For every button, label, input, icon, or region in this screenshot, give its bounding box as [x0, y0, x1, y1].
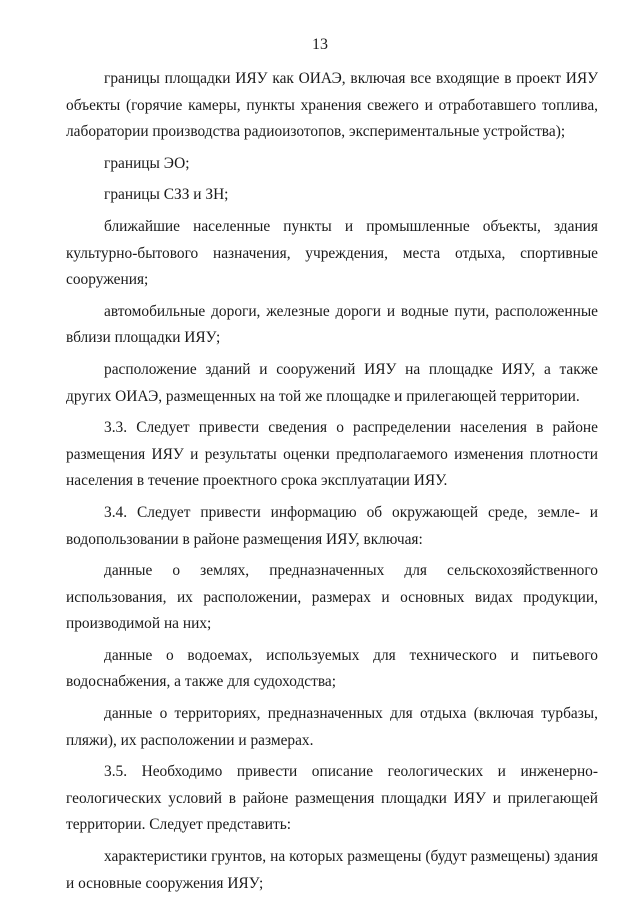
page-number: 13	[312, 36, 328, 53]
paragraph-section-3-3: 3.3. Следует привести сведения о распределении населения в районе размещения ИЯУ и результаты оценки предполагаемого изменения плотности населения в течение проектного срока эксплуатации ИЯУ.	[66, 419, 598, 490]
paragraph: данные о территориях, предназначенных для отдыха (включая турбазы, пляжи), их расположении и размерах.	[66, 705, 598, 749]
paragraph: границы ЭО;	[104, 154, 190, 172]
document-body	[66, 66, 598, 902]
paragraph: границы площадки ИЯУ как ОИАЭ, включая все входящие в проект ИЯУ объекты (горячие камеры, пункты хранения свежего и отработавшего топлива, лаборатории производства радиоизотопов, экспериментальные устройства);	[66, 70, 598, 141]
paragraph: расположение зданий и сооружений ИЯУ на площадке ИЯУ, а также других ОИАЭ, размещенных на той же площадке и прилегающей территории.	[66, 360, 598, 405]
paragraph-section-3-4: 3.4. Следует привести информацию об окружающей среде, земле- и водопользовании в районе размещения ИЯУ, включая:	[66, 503, 598, 548]
paragraph: границы СЗЗ и ЗН;	[104, 186, 229, 204]
paragraph: данные о водоемах, используемых для технического и питьевого водоснабжения, а также для судоходства;	[66, 646, 598, 691]
paragraph: данные о землях, предназначенных для сельскохозяйственного использования, их расположении, размерах и основных видах продукции, производимой на них;	[66, 562, 598, 633]
paragraph: характеристики грунтов, на которых размещены (будут размещены) здания и основные сооружения ИЯУ;	[66, 848, 598, 892]
paragraph: автомобильные дороги, железные дороги и водные пути, расположенные вблизи площадки ИЯУ;	[66, 302, 598, 347]
paragraph-section-3-5: 3.5. Необходимо привести описание геологических и инженерно-геологических условий в районе размещения площадки ИЯУ и прилегающей территории. Следует представить:	[66, 763, 598, 834]
paragraph: ближайшие населенные пункты и промышленные объекты, здания культурно-бытового назначения, учреждения, места отдыха, спортивные сооружения;	[66, 217, 598, 289]
